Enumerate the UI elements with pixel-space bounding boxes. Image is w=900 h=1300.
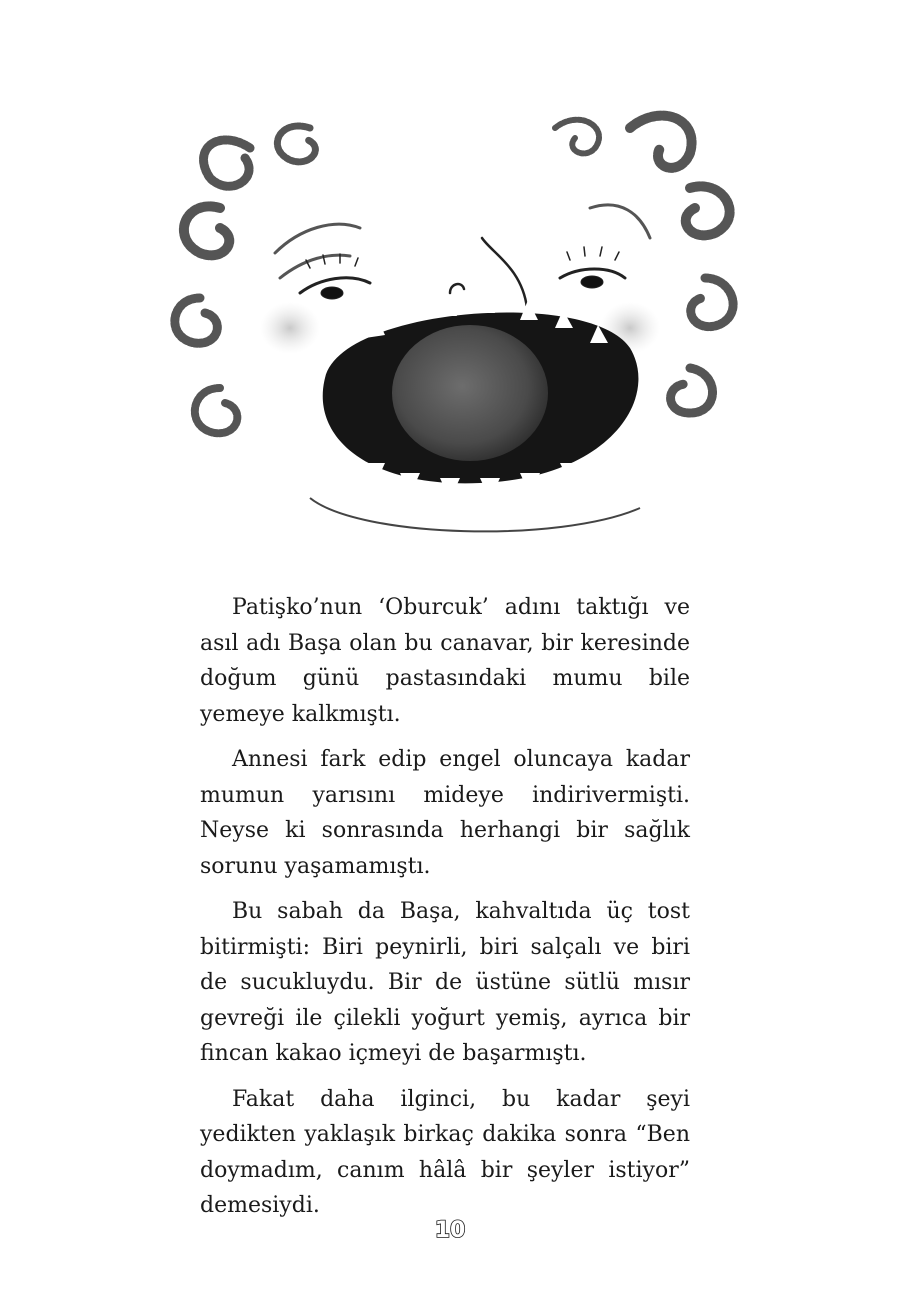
paragraph-2: Annesi fark edip engel oluncaya kadar mumun yarısını mideye indirivermişti. Neyse ki sonrasında herhangi bir sağlık sorunu yaşamamıştı. bbox=[200, 747, 690, 879]
monster-chin bbox=[310, 498, 640, 531]
monster-illustration bbox=[160, 88, 750, 548]
paragraph-1: Patişko’nun ‘Oburcuk’ adını taktığı ve asıl adı Başa olan bu canavar, bir keresinde doğum günü pastasındaki mumu bile yemeye kalkmıştı. bbox=[200, 595, 690, 727]
page-number: 10 bbox=[434, 1218, 466, 1243]
paragraph-4: Fakat daha ilginci, bu kadar şeyi yedikten yaklaşık birkaç dakika sonra “Ben doymadım, canım hâlâ bir şeyler istiyor” demesiydi. bbox=[200, 1086, 690, 1218]
story-text bbox=[200, 590, 690, 1234]
monster-mouth bbox=[323, 291, 639, 500]
cheek-left bbox=[260, 302, 320, 354]
paragraph-3: Bu sabah da Başa, kahvaltıda üç tost bitirmişti: Biri peynirli, biri salçalı ve biri de sucukluydu. Bir de üstüne sütlü mısır gevreği ile çilekli yoğurt yemiş, ayrıca bir fincan kakao içmeyi de başarmıştı. bbox=[200, 899, 690, 1066]
